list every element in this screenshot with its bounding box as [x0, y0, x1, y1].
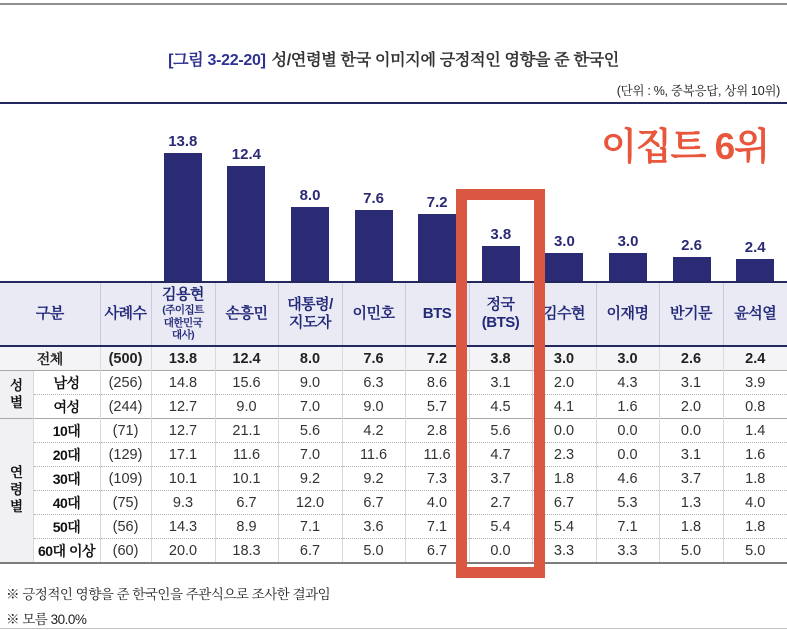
header-person: BTS: [405, 282, 469, 346]
value-cell: 1.3: [659, 491, 723, 515]
value-cell: 7.6: [342, 346, 405, 371]
value-cell: 2.0: [532, 371, 596, 395]
row-label-cell: 여성: [33, 395, 100, 419]
figure-number: [그림 3-22-20]: [168, 52, 266, 69]
sample-size-cell: (244): [100, 395, 151, 419]
value-cell: 5.7: [405, 395, 469, 419]
value-cell: 8.9: [215, 515, 278, 539]
header-person: 이재명: [596, 282, 659, 346]
value-cell: 7.3: [405, 467, 469, 491]
bar-BTS: [418, 214, 456, 281]
value-cell: 17.1: [151, 443, 215, 467]
sample-size-cell: (256): [100, 371, 151, 395]
value-cell: 2.0: [659, 395, 723, 419]
header-person: 대통령/ 지도자: [278, 282, 342, 346]
bar-value-label: 12.4: [231, 146, 261, 163]
value-cell: 12.7: [151, 419, 215, 443]
value-cell: 6.7: [532, 491, 596, 515]
value-cell: 4.2: [342, 419, 405, 443]
bar-정국 (BTS): [482, 246, 520, 281]
row-label-cell: 20대: [33, 443, 100, 467]
footnote-survey-method: ※ 긍정적인 영향을 준 한국인을 주관식으로 조사한 결과임: [6, 587, 331, 602]
value-cell: 7.1: [278, 515, 342, 539]
value-cell: 4.6: [596, 467, 659, 491]
value-cell: 1.8: [659, 515, 723, 539]
value-cell: 7.1: [405, 515, 469, 539]
value-cell: 0.0: [469, 539, 532, 564]
value-cell: 5.0: [342, 539, 405, 564]
value-cell: 1.8: [723, 515, 787, 539]
value-cell: 7.2: [405, 346, 469, 371]
value-cell: 3.0: [532, 346, 596, 371]
value-cell: 9.0: [342, 395, 405, 419]
bottom-divider: [0, 628, 787, 629]
header-person: 이민호: [342, 282, 405, 346]
value-cell: 7.0: [278, 395, 342, 419]
value-cell: 2.4: [723, 346, 787, 371]
results-table: [0, 281, 787, 564]
value-cell: 6.7: [278, 539, 342, 564]
value-cell: 14.3: [151, 515, 215, 539]
value-cell: 12.4: [215, 346, 278, 371]
bar-value-label: 2.6: [681, 237, 703, 254]
sample-size-cell: (129): [100, 443, 151, 467]
row-label-cell: 남성: [33, 371, 100, 395]
bar-반기문: [673, 257, 711, 281]
value-cell: 7.0: [278, 443, 342, 467]
value-cell: 4.1: [532, 395, 596, 419]
value-cell: 0.8: [723, 395, 787, 419]
value-cell: 5.0: [723, 539, 787, 564]
annotation-egypt-rank: 이집트 6위: [601, 126, 769, 167]
bar-value-label: 2.4: [744, 239, 766, 256]
row-label-cell: 10대: [33, 419, 100, 443]
header-person-subtext: 대사): [171, 329, 195, 342]
value-cell: 9.2: [278, 467, 342, 491]
bar-윤석열: [736, 259, 774, 281]
value-cell: 4.5: [469, 395, 532, 419]
table-row-50대: [0, 515, 787, 539]
bar-이재명: [609, 253, 647, 281]
value-cell: 13.8: [151, 346, 215, 371]
table-row-전체: [0, 346, 787, 371]
sample-size-cell: (75): [100, 491, 151, 515]
header-person: 김용현 (주이집트 대한민국 대사): [151, 282, 215, 346]
header-person: 김수현: [532, 282, 596, 346]
value-cell: 2.7: [469, 491, 532, 515]
value-cell: 5.6: [278, 419, 342, 443]
value-cell: 1.6: [596, 395, 659, 419]
bar-김수현: [545, 253, 583, 281]
table-row-40대: [0, 491, 787, 515]
value-cell: 10.1: [215, 467, 278, 491]
value-cell: 3.1: [659, 443, 723, 467]
value-cell: 6.7: [342, 491, 405, 515]
value-cell: 6.7: [215, 491, 278, 515]
table-row-30대: [0, 467, 787, 491]
value-cell: 5.4: [469, 515, 532, 539]
value-cell: 3.1: [659, 371, 723, 395]
value-cell: 5.6: [469, 419, 532, 443]
value-cell: 3.7: [469, 467, 532, 491]
value-cell: 1.8: [723, 467, 787, 491]
value-cell: 1.4: [723, 419, 787, 443]
group-cell-연령별: 연 령 별: [0, 419, 33, 564]
value-cell: 15.6: [215, 371, 278, 395]
bar-이민호: [355, 210, 393, 281]
sample-size-cell: (60): [100, 539, 151, 564]
value-cell: 4.3: [596, 371, 659, 395]
header-sample-size: 사례수: [100, 282, 151, 346]
value-cell: 4.7: [469, 443, 532, 467]
value-cell: 12.0: [278, 491, 342, 515]
value-cell: 11.6: [405, 443, 469, 467]
value-cell: 3.3: [532, 539, 596, 564]
sample-size-cell: (109): [100, 467, 151, 491]
footnote-dont-know: ※ 모름 30.0%: [6, 612, 87, 627]
header-person: 윤석열: [723, 282, 787, 346]
header-person: 정국 (BTS): [469, 282, 532, 346]
bar-value-label: 3.0: [617, 233, 639, 250]
value-cell: 8.6: [405, 371, 469, 395]
value-cell: 0.0: [596, 443, 659, 467]
row-label-cell: 전체: [0, 346, 100, 371]
unit-note: (단위 : %, 중복응답, 상위 10위): [616, 84, 780, 98]
value-cell: 9.0: [215, 395, 278, 419]
row-label-cell: 60대 이상: [33, 539, 100, 564]
value-cell: 11.6: [215, 443, 278, 467]
header-person: 반기문: [659, 282, 723, 346]
value-cell: 3.9: [723, 371, 787, 395]
value-cell: 2.6: [659, 346, 723, 371]
value-cell: 10.1: [151, 467, 215, 491]
value-cell: 5.4: [532, 515, 596, 539]
bar-value-label: 13.8: [168, 133, 198, 150]
bar-value-label: 8.0: [299, 187, 321, 204]
bar-value-label: 7.6: [363, 190, 385, 207]
bar-대통령/지도자: [291, 207, 329, 281]
header-gubun: 구분: [0, 282, 100, 346]
value-cell: 4.0: [723, 491, 787, 515]
top-divider: [0, 3, 787, 5]
value-cell: 3.6: [342, 515, 405, 539]
value-cell: 3.3: [596, 539, 659, 564]
value-cell: 7.1: [596, 515, 659, 539]
value-cell: 20.0: [151, 539, 215, 564]
bar-value-label: 3.8: [490, 226, 512, 243]
table-row-60대 이상: [0, 539, 787, 564]
bar-value-label: 7.2: [426, 194, 448, 211]
bar-김용현 (주이집트 대한민국 대사): [164, 153, 202, 281]
bar-value-label: 3.0: [553, 233, 575, 250]
value-cell: 3.8: [469, 346, 532, 371]
value-cell: 9.2: [342, 467, 405, 491]
value-cell: 14.8: [151, 371, 215, 395]
sample-size-cell: (500): [100, 346, 151, 371]
value-cell: 21.1: [215, 419, 278, 443]
sample-size-cell: (56): [100, 515, 151, 539]
page-title: [0, 47, 787, 70]
value-cell: 3.7: [659, 467, 723, 491]
row-label-cell: 30대: [33, 467, 100, 491]
value-cell: 12.7: [151, 395, 215, 419]
value-cell: 1.8: [532, 467, 596, 491]
sample-size-cell: (71): [100, 419, 151, 443]
value-cell: 11.6: [342, 443, 405, 467]
value-cell: 6.3: [342, 371, 405, 395]
row-label-cell: 50대: [33, 515, 100, 539]
row-label-cell: 40대: [33, 491, 100, 515]
figure-title-text: 성/연령별 한국 이미지에 긍정적인 영향을 준 한국인: [271, 52, 619, 69]
group-cell-성별: 성 별: [0, 371, 33, 419]
value-cell: 0.0: [659, 419, 723, 443]
value-cell: 5.3: [596, 491, 659, 515]
table-row-여성: [0, 395, 787, 419]
value-cell: 3.0: [596, 346, 659, 371]
value-cell: 2.3: [532, 443, 596, 467]
value-cell: 1.6: [723, 443, 787, 467]
value-cell: 9.0: [278, 371, 342, 395]
header-person-subtext: 대한민국: [163, 316, 203, 329]
value-cell: 8.0: [278, 346, 342, 371]
table-row-10대: [0, 419, 787, 443]
value-cell: 4.0: [405, 491, 469, 515]
value-cell: 3.1: [469, 371, 532, 395]
value-cell: 2.8: [405, 419, 469, 443]
value-cell: 9.3: [151, 491, 215, 515]
table-row-20대: [0, 443, 787, 467]
header-person-subtext: (주이집트: [162, 304, 204, 317]
bar-손흥민: [227, 166, 265, 281]
results-table-wrap: [0, 281, 787, 564]
value-cell: 5.0: [659, 539, 723, 564]
header-person: 손흥민: [215, 282, 278, 346]
value-cell: 6.7: [405, 539, 469, 564]
value-cell: 18.3: [215, 539, 278, 564]
value-cell: 0.0: [596, 419, 659, 443]
value-cell: 0.0: [532, 419, 596, 443]
table-row-남성: [0, 371, 787, 395]
